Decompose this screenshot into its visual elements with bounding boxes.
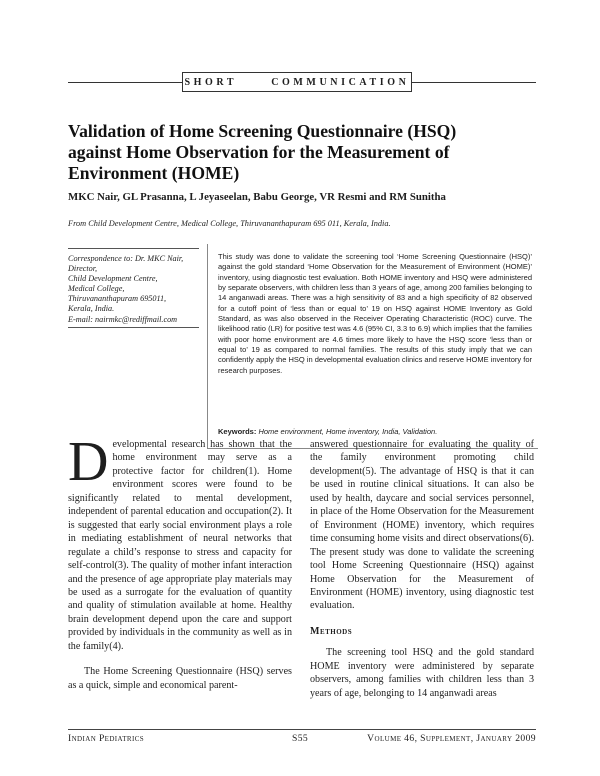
section-label-short: SHORT — [184, 76, 238, 88]
keywords — [218, 427, 532, 437]
correspondence-line: Director, — [68, 264, 98, 274]
correspondence-line: Kerala, India. — [68, 304, 115, 314]
affiliation: From Child Development Centre, Medical College, Thiruvananthapuram 695 011, Kerala, India. — [68, 219, 391, 228]
footer-journal: Indian Pediatrics — [68, 733, 145, 744]
footer-page-number: S55 — [292, 733, 309, 744]
footer-issue: Volume 46, Supplement, January 2009 — [367, 733, 536, 744]
intro-paragraph-text: evelopmental research has shown that the home environment may serve as a protective factor for children(1). Home environment scores were found to be significantly related to mental development, independent of parental education and occupation(2). It is suggested that early social environment plays a role in mediating establishment of neural networks that regulate a child’s response to stress and capacity for self-control(3). The quality of mother infant interaction and the presence of age appropriate play materials may be used as a surrogate for the evaluation of quantity and quality of stimulation available at home. Healthy brain development depend upon the care and support provided by individuals in the community as well as in the family(4). — [68, 439, 292, 652]
header-rule-left — [68, 82, 182, 83]
abstract-text: This study was done to validate the screening tool ‘Home Screening Questionnaire (HSQ)’ against the gold standard ‘Home Observation for the Measurement of Environment (HOME)’ inventory, using diagnostic test evaluation. Both HOME inventory and HSQ were administered by separate observers, with children less than 3 years of age, among 200 families belonging to 14 anganwadi areas. There was a high sensitivity of 83 and a high specificity of 82 observed for a cutoff point of ‘less than or equal to’ 19 on HSQ against HOME Inventory as Gold Standard, as was also observed in the Receiver Operating Characteristic (ROC) curve. The likelihood ratio (LR) for positive test was 4.6 (95% CI, 3.3 to 6.9) which implies that the families with poor home environment are 4.6 times more likely to have the HSQ score ‘less than or equal to’ 19 as compared to normal families. The results of this study imply that we can confidently apply the HSQ in developmental evaluation clinics and reserve HOME inventory for research purposes. — [218, 252, 532, 375]
drop-cap: D — [68, 431, 109, 493]
continued-paragraph: answered questionnaire for evaluating the quality of the family environment promoting child development(5). The advantage of HSQ is that it can be used in routine clinical situations. It can also be used by health, daycare and social services personnel, in place of the Home Observation for the Measurement of Environment (HOME) inventory, which requires time consuming home visits and direct observations(6). The present study was done to validate the screening tool Home Screening Questionnaire (HSQ) against Home Observation for the Measurement of Environment (HOME) inventory, using diagnostic test evaluation. — [310, 439, 534, 612]
correspondence-line: Thiruvananthapuram 695011, — [68, 294, 167, 304]
correspondence-email[interactable]: E-mail: nairmkc@rediffmail.com — [68, 314, 178, 324]
correspondence-line: Child Development Centre, — [68, 274, 158, 284]
correspondence-rule-top — [68, 248, 199, 249]
correspondence-line: Medical College, — [68, 284, 125, 294]
section-label-communication: COMMUNICATION — [271, 76, 410, 88]
keywords-text: Home environment, Home inventory, India, Validation. — [258, 427, 438, 436]
correspondence-line: Correspondence to: Dr. MKC Nair, — [68, 254, 184, 263]
article-title: Validation of Home Screening Questionnaire (HSQ) against Home Observation for the Measurement of Environment (HOME) — [68, 121, 457, 183]
correspondence-rule-bottom — [68, 327, 199, 328]
author-list: MKC Nair, GL Prasanna, L Jeyaseelan, Babu George, VR Resmi and RM Sunitha — [68, 191, 446, 203]
hsq-paragraph: The Home Screening Questionnaire (HSQ) serves as a quick, simple and economical parent- — [68, 666, 292, 691]
section-label-box — [182, 72, 412, 92]
methods-heading: Methods — [310, 625, 353, 637]
body-column-right — [310, 438, 534, 700]
footer-rule — [68, 729, 536, 730]
methods-paragraph: The screening tool HSQ and the gold standard HOME inventory were administered by separate observers, among families with children less than 3 years of age, belonging to 14 anganwadi areas — [310, 647, 534, 699]
keywords-label: Keywords: — [218, 427, 257, 436]
header-rule-right — [412, 82, 536, 83]
correspondence-block — [68, 254, 203, 325]
